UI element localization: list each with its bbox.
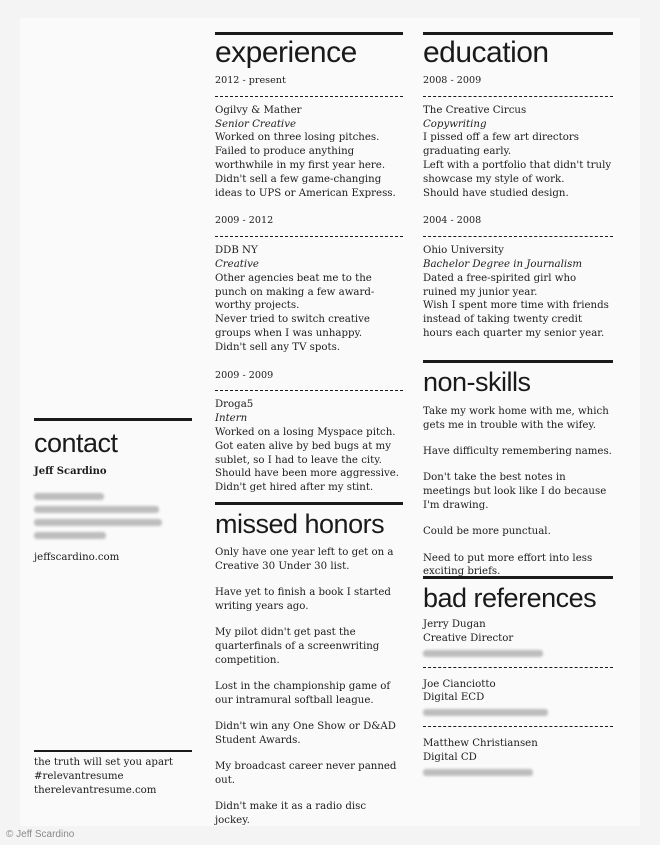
- job-line: Other agencies beat me to the punch on making a few award-worthy projects.: [215, 272, 375, 312]
- reference-divider: [423, 667, 613, 668]
- job-company: Droga5: [215, 399, 254, 411]
- education-rule: [423, 32, 613, 35]
- job-line: Got eaten alive by bed bugs at my sublet, so I had to leave the city.: [215, 440, 391, 466]
- reference-divider: [423, 726, 613, 727]
- experience-title: experience: [215, 36, 357, 69]
- school-name: Ohio University: [423, 245, 504, 257]
- non-skill-item: Need to put more effort into less exciting briefs.: [423, 552, 593, 578]
- job-company: Ogilvy & Mather: [215, 104, 302, 116]
- honor-item: Have yet to finish a book I started writing years ago.: [215, 587, 391, 612]
- reference-name: Joe Cianciotto: [423, 678, 496, 690]
- honor-item: Didn't make it as a radio disc jockey.: [215, 801, 367, 827]
- footer-tagline: the truth will set you apart: [34, 757, 173, 768]
- contact-rule: [34, 418, 192, 421]
- school-dates: 2004 - 2008: [423, 214, 613, 237]
- missed-honors-title: missed honors: [215, 509, 385, 539]
- job-line: Never tried to switch creative groups when I was unhappy.: [215, 314, 370, 339]
- school-degree: Bachelor Degree in Journalism: [423, 258, 582, 270]
- reference-entry: [423, 678, 613, 717]
- non-skill-item: Could be more punctual.: [423, 526, 551, 538]
- footer-section: [34, 750, 192, 797]
- job-line: Failed to produce anything worthwhile in my first year here.: [215, 146, 386, 171]
- non-skills-section: [423, 360, 613, 592]
- redacted-contact: [423, 650, 543, 657]
- honor-item: Didn't win any One Show or D&AD Student Awards.: [215, 721, 396, 746]
- school-degree: Copywriting: [423, 118, 487, 130]
- job-role: Creative: [215, 258, 259, 270]
- job-line: Worked on a losing Myspace pitch.: [215, 426, 396, 438]
- contact-website[interactable]: jeffscardino.com: [34, 551, 120, 563]
- job-role: Intern: [215, 413, 248, 425]
- job-company: DDB NY: [215, 245, 258, 257]
- experience-section: [215, 32, 403, 509]
- school-entry: [423, 214, 613, 340]
- non-skill-item: Have difficulty remembering names.: [423, 446, 612, 458]
- job-dates: 2012 - present: [215, 74, 403, 97]
- reference-title: Digital CD: [423, 751, 477, 763]
- job-line: Didn't sell any TV spots.: [215, 341, 341, 353]
- job-entry: [215, 214, 403, 354]
- footer-url[interactable]: therelevantresume.com: [34, 784, 157, 796]
- contact-redacted: [34, 493, 192, 539]
- reference-entry: [423, 737, 613, 776]
- reference-title: Digital ECD: [423, 692, 485, 704]
- redacted-phone: [34, 493, 104, 500]
- redacted-address-2: [34, 532, 106, 539]
- photo-credit: © Jeff Scardino: [6, 829, 75, 840]
- school-line: Should have studied design.: [423, 187, 569, 199]
- job-dates: 2009 - 2009: [215, 369, 403, 392]
- job-line: Didn't get hired after my stint.: [215, 482, 374, 494]
- contact-title: contact: [34, 428, 118, 458]
- school-line: Left with a portfolio that didn't truly showcase my style of work.: [423, 159, 612, 185]
- honor-item: Only have one year left to get on a Creative 30 Under 30 list.: [215, 547, 394, 572]
- bad-references-title: bad references: [423, 583, 597, 613]
- contact-section: [34, 418, 192, 565]
- footer-rule: [34, 750, 192, 752]
- non-skills-title: non-skills: [423, 367, 531, 397]
- reference-name: Matthew Christiansen: [423, 738, 538, 750]
- bad-references-rule: [423, 576, 613, 579]
- job-line: Didn't sell a few game-changing ideas to UPS or American Express.: [215, 173, 396, 199]
- missed-honors-section: [215, 502, 403, 840]
- job-role: Senior Creative: [215, 118, 296, 130]
- job-entry: [215, 74, 403, 200]
- redacted-email: [34, 506, 159, 513]
- non-skill-item: Take my work home with me, which gets me in trouble with the wifey.: [423, 406, 609, 431]
- school-line: I pissed off a few art directors graduating early.: [423, 132, 579, 158]
- non-skill-item: Don't take the best notes in meetings but look like I do because I'm drawing.: [423, 472, 607, 511]
- honor-item: My pilot didn't get past the quarterfinals of a screenwriting competition.: [215, 627, 380, 666]
- job-entry: [215, 369, 403, 495]
- footer-hashtag: #relevantresume: [34, 770, 124, 782]
- school-line: Dated a free-spirited girl who ruined my junior year.: [423, 272, 577, 298]
- redacted-contact: [423, 769, 533, 776]
- missed-honors-rule: [215, 502, 403, 505]
- honor-item: My broadcast career never panned out.: [215, 761, 397, 787]
- job-line: Should have been more aggressive.: [215, 468, 399, 480]
- reference-entry: [423, 618, 613, 657]
- school-name: The Creative Circus: [423, 104, 527, 116]
- bad-references-section: [423, 576, 613, 786]
- job-dates: 2009 - 2012: [215, 214, 403, 237]
- job-line: Worked on three losing pitches.: [215, 132, 380, 144]
- education-title: education: [423, 36, 549, 69]
- redacted-contact: [423, 709, 548, 716]
- school-entry: [423, 74, 613, 200]
- education-section: [423, 32, 613, 355]
- school-dates: 2008 - 2009: [423, 74, 613, 97]
- contact-name: Jeff Scardino: [34, 466, 107, 477]
- redacted-address-1: [34, 519, 162, 526]
- experience-rule: [215, 32, 403, 35]
- reference-name: Jerry Dugan: [423, 619, 486, 630]
- reference-title: Creative Director: [423, 632, 514, 644]
- non-skills-rule: [423, 360, 613, 363]
- honor-item: Lost in the championship game of our intramural softball league.: [215, 681, 391, 706]
- resume-page: [20, 18, 640, 826]
- school-line: Wish I spent more time with friends instead of taking twenty credit hours each quarter my senior year.: [423, 300, 609, 339]
